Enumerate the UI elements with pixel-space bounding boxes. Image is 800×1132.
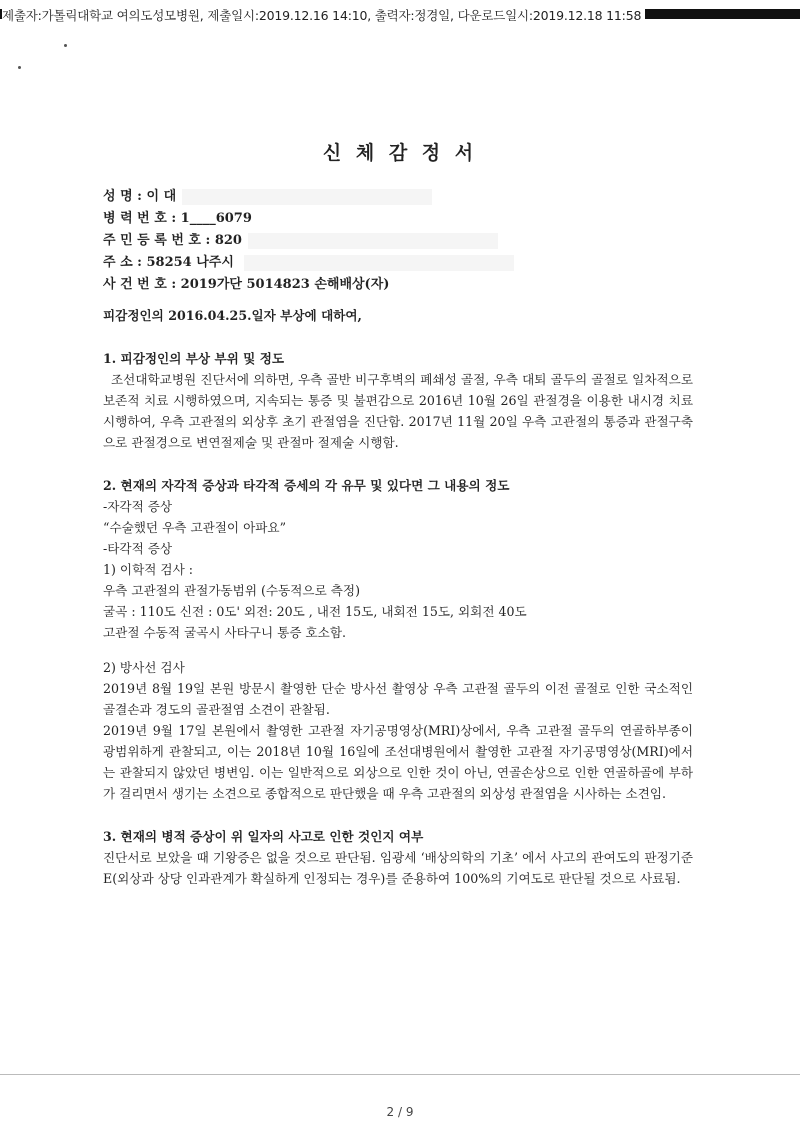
info-address: 주 소 : 58254 나주시 [103,252,514,274]
subjective-label: -자각적 증상 [103,499,173,514]
info-record-number: 병 력 번 호 : 1____6079 [103,211,252,226]
document-body [103,305,693,889]
header-bar [0,0,800,22]
subjective-quote: “수술했던 우측 고관절이 아파요” [103,520,287,535]
section2-heading: 2. 현재의 자각적 증상과 타각적 증세의 각 유무 및 있다면 그 내용의 정도 [103,478,510,493]
scan-speck [64,44,67,47]
scan-speck [18,66,21,69]
info-case-number: 사 건 번 호 : 2019가단 5014823 손해배상(자) [103,277,390,292]
section3-heading: 3. 현재의 병적 증상이 위 일자의 사고로 인한 것인지 여부 [103,829,424,844]
radiology-label: 2) 방사선 검사 [103,660,185,675]
intro-line: 피감정인의 2016.04.25.일자 부상에 대하여, [103,308,362,323]
section1-heading: 1. 피감정인의 부상 부위 및 정도 [103,351,285,366]
bottom-rule [0,1074,800,1075]
rom-values: 굴곡 : 110도 신전 : 0도' 외전: 20도 , 내전 15도, 내회전 15도, 외회전 40도 [103,604,527,619]
rom-label: 우측 고관절의 관절가동범위 (수동적으로 측정) [103,583,360,598]
radiology-xray-text: 2019년 8월 19일 본원 방문시 촬영한 단순 방사선 촬영상 우측 고관절 골두의 이전 골절로 인한 국소적인 골결손과 경도의 골관절염 소견이 관찰됨. [103,681,693,717]
physical-exam-label: 1) 이학적 검사 : [103,562,194,577]
document-title: 신 체 감 정 서 [322,142,478,164]
info-name: 성 명 : 이 대 [103,186,514,208]
section3-text: 진단서로 보았을 때 기왕증은 없을 것으로 판단됨. 임광세 ‘배상의학의 기초’ 에서 사고의 관여도의 판정기준 E(외상과 상당 인과관계가 확실하게 인정되는 경우)를 준용하여 100%의 기여도로 판단될 것으로 사료됨. [103,850,693,886]
section1-text: 조선대학교병원 진단서에 의하면, 우측 골반 비구후벽의 폐쇄성 골절, 우측 대퇴 골두의 골절로 일차적으로 보존적 치료 시행하였으며, 지속되는 통증 및 불편감으로 2016년 10월 26일 관절경을 이용한 내시경 치료 시행하여, 우측 고관절의 외상후 초기 관절염을 진단함. 2017년 11월 20일 우측 고관절의 통증과 관절구축으로 관절경으로 변연절제술 및 관절마 절제술 시행함. [103,372,693,450]
submission-header: 제출자:가톨릭대학교 여의도성모병원, 제출일시:2019.12.16 14:10, 출력자:정경일, 다운로드일시:2019.12.18 11:58 [2,6,645,24]
page-number: 2 / 9 [386,1105,414,1119]
case-info-block [103,186,514,296]
info-resident-number: 주 민 등 록 번 호 : 820 [103,230,514,252]
objective-label: -타각적 증상 [103,541,173,556]
pain-complaint: 고관절 수동적 굴곡시 사타구니 통증 호소함. [103,625,346,640]
radiology-mri-text: 2019년 9월 17일 본원에서 촬영한 고관절 자기공명영상(MRI)상에서, 우측 고관절 골두의 연골하부종이 광범위하게 관찰되고, 이는 2018년 10월 16일에 조선대병원에서 촬영한 고관절 자기공명영상(MRI)에서는 관찰되지 않았던 병변임. 이는 일반적으로 외상으로 인한 것이 아닌, 연골손상으로 인한 연골하골에 부하가 걸리면서 생기는 소견으로 종합적으로 판단했을 때 우측 고관절의 외상성 관절염을 시사하는 소견임. [103,723,693,801]
